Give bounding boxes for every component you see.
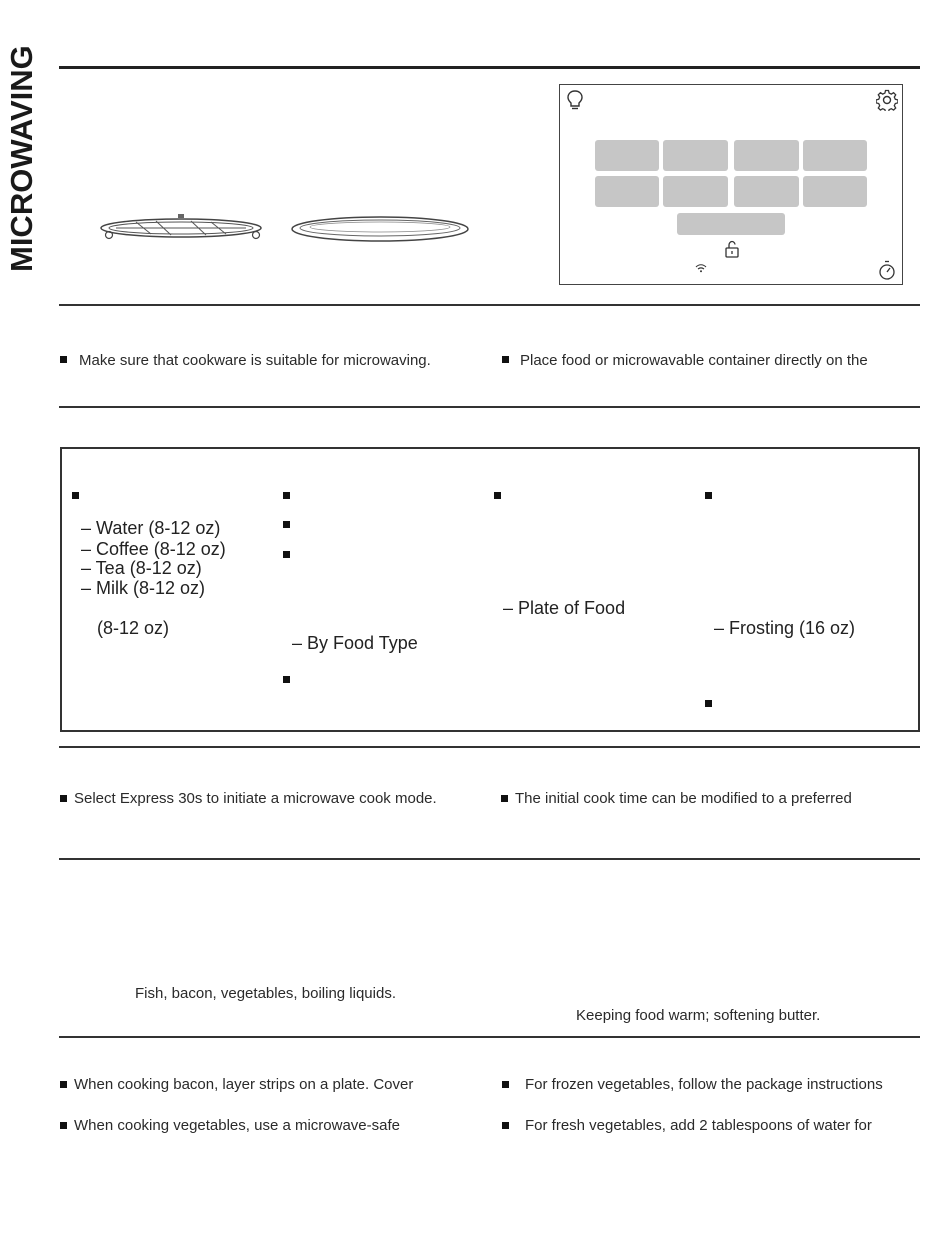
bullet-marker: [283, 521, 290, 528]
bullet-marker: [705, 492, 712, 499]
cookware-tip-right: Place food or microwavable container directly on the: [520, 352, 868, 369]
panel-key-2[interactable]: [663, 140, 728, 171]
bullet-marker: [502, 1081, 509, 1088]
panel-key-7[interactable]: [734, 176, 799, 207]
list-item: – Plate of Food: [503, 598, 626, 618]
bullet-marker: [60, 795, 67, 802]
rule-2: [59, 406, 920, 408]
control-panel: [559, 84, 903, 285]
light-bulb-icon[interactable]: [566, 89, 584, 111]
bullet-marker: [60, 1122, 67, 1129]
low-power-examples: Keeping food warm; softening butter.: [576, 1007, 821, 1024]
panel-key-wide[interactable]: [677, 213, 785, 235]
cookware-tip-left: Make sure that cookware is suitable for microwaving.: [79, 352, 431, 369]
section-title: MICROWAVING: [4, 45, 39, 272]
rule-3: [59, 746, 920, 748]
high-power-examples: Fish, bacon, vegetables, boiling liquids.: [135, 985, 396, 1002]
list-item: – Milk (8-12 oz): [81, 578, 206, 598]
list-item: – Frosting (16 oz): [714, 618, 856, 638]
panel-key-8[interactable]: [803, 176, 867, 207]
rack-icon: [96, 208, 271, 246]
unlock-icon[interactable]: [724, 240, 740, 258]
list-item: – Tea (8-12 oz): [81, 558, 202, 578]
bullet-marker: [283, 676, 290, 683]
panel-key-3[interactable]: [734, 140, 799, 171]
timer-icon[interactable]: [878, 260, 896, 281]
tray-icon: [288, 212, 472, 246]
list-item: (8-12 oz): [97, 618, 170, 638]
bullet-marker: [60, 356, 67, 363]
tip-vegetables: When cooking vegetables, use a microwave-safe: [74, 1117, 401, 1134]
tip-frozen-vegetables: For frozen vegetables, follow the package instructions: [525, 1076, 883, 1093]
list-item: – Water (8-12 oz): [81, 518, 221, 538]
bullet-marker: [705, 700, 712, 707]
bullet-marker: [283, 492, 290, 499]
bullet-marker: [72, 492, 79, 499]
bullet-marker: [283, 551, 290, 558]
rule-1: [59, 304, 920, 306]
bullet-marker: [502, 1122, 509, 1129]
gear-icon[interactable]: [876, 89, 898, 111]
panel-key-6[interactable]: [663, 176, 728, 207]
express-tip-left: Select Express 30s to initiate a microwave cook mode.: [74, 790, 437, 807]
express-tip-right: The initial cook time can be modified to a preferred: [515, 790, 852, 807]
rule-4: [59, 858, 920, 860]
bullet-marker: [494, 492, 501, 499]
panel-key-4[interactable]: [803, 140, 867, 171]
wifi-icon: [695, 263, 707, 273]
bullet-marker: [502, 356, 509, 363]
panel-key-1[interactable]: [595, 140, 659, 171]
bullet-marker: [501, 795, 508, 802]
list-item: – Coffee (8-12 oz): [81, 539, 226, 559]
panel-key-5[interactable]: [595, 176, 659, 207]
list-item: – By Food Type: [292, 633, 418, 653]
tip-bacon: When cooking bacon, layer strips on a plate. Cover: [74, 1076, 414, 1093]
tip-fresh-vegetables: For fresh vegetables, add 2 tablespoons of water for: [525, 1117, 872, 1134]
rule-5: [59, 1036, 920, 1038]
bullet-marker: [60, 1081, 67, 1088]
top-rule: [59, 66, 920, 69]
